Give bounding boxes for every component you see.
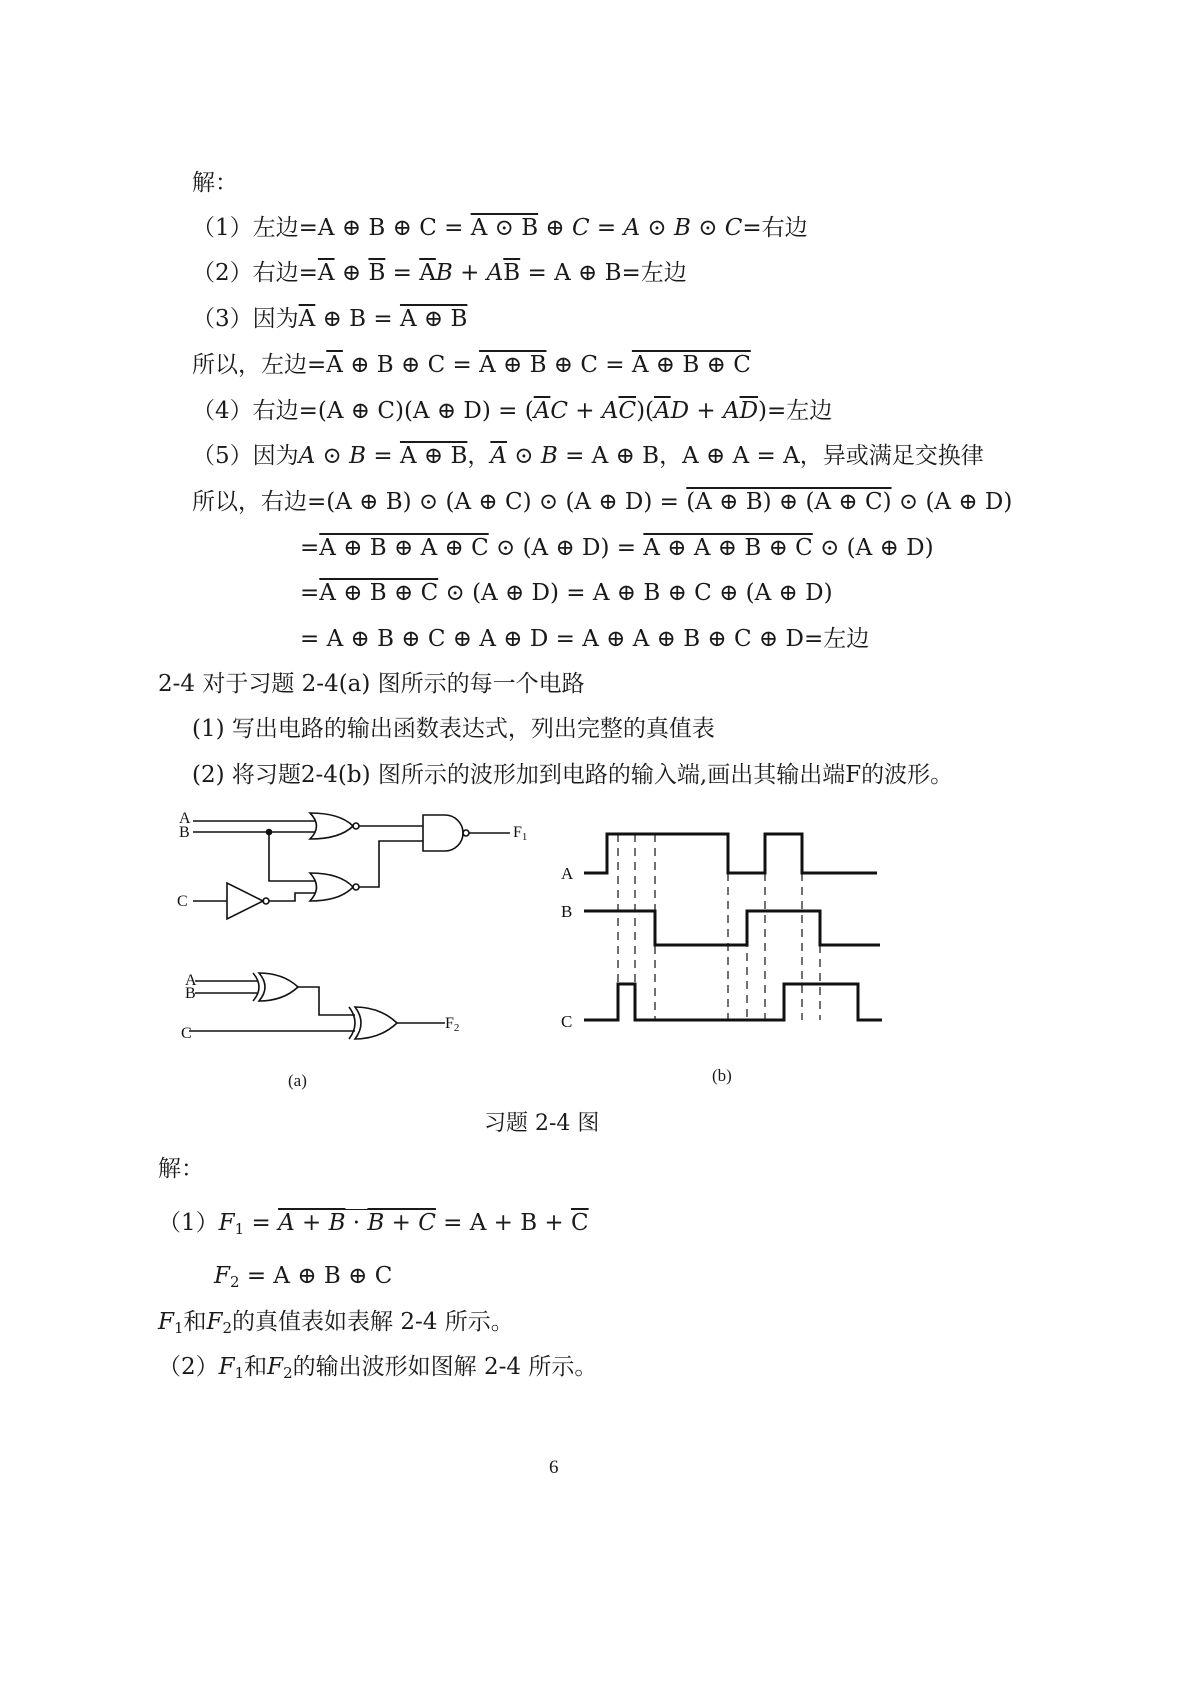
circuit-diagram: [165, 805, 545, 1070]
proof-line-2: （2）右边$=\overline{A}$ ⊕ $\overline{B} = \overline{A}B + A\overline{B} = A$ ⊕ B=左边: [192, 260, 687, 286]
figure-caption: 习题 2-4 图: [484, 1111, 600, 1136]
proof-line-8: =A ⊕ B ⊕ A ⊕ C ⊙ (A ⊕ D) = A ⊕ A ⊕ B ⊕ C ⊙ (A ⊕ D): [300, 535, 934, 561]
label-a2: A: [185, 972, 197, 989]
answer-waveform-ref: $(2)F_1$和$F_2$的输出波形如图解 2-4 所示。: [158, 1354, 598, 1382]
answer-truth-table-ref: $F_1$和$F_2$的真值表如表解 2-4 所示。: [158, 1309, 514, 1337]
label-c2: C: [181, 1025, 192, 1042]
label-a: A: [179, 810, 191, 827]
label-b: B: [179, 824, 190, 841]
problem-title: 2-4 对于习题 2-4(a) 图所示的每一个电路: [158, 671, 585, 697]
proof-line-10: = A ⊕ B ⊕ C ⊕ A ⊕ D = A ⊕ A ⊕ B ⊕ C ⊕ D=左边: [300, 626, 870, 652]
answer-f1: $(1)F_1 = A + B \cdot B + C = A + B + \overline{C}$: [158, 1210, 589, 1238]
waveform-diagram: [552, 820, 892, 1040]
proof-line-9: =A ⊕ B ⊕ C ⊙ (A ⊕ D) = A ⊕ B ⊕ C ⊕ (A ⊕ D): [300, 580, 833, 606]
label-f2: F2: [445, 1015, 460, 1034]
proof-line-6: （5）因为A ⊙ B = A ⊕ B，$\overline{A}$ ⊙ B = A ⊕ B，A ⊕ A = A，异或满足交换律: [192, 443, 984, 469]
wave-label-a: A: [561, 864, 574, 883]
wave-label-b: B: [561, 902, 573, 921]
answer-f2: $F_2 = A$ ⊕ B ⊕ C: [214, 1263, 393, 1291]
proof-line-3: （3）因为$\overline{A}$ ⊕ B = A ⊕ B: [192, 306, 468, 332]
problem-item-2: (2) 将习题2-4(b) 图所示的波形加到电路的输入端,画出其输出端F的波形。: [192, 762, 954, 788]
wave-label-c: C: [561, 1012, 573, 1031]
answer-label: 解：: [158, 1156, 204, 1182]
caption-a: (a): [288, 1071, 307, 1090]
problem-item-1: (1) 写出电路的输出函数表达式，列出完整的真值表: [192, 716, 715, 742]
label-f1: F1: [513, 824, 528, 843]
label-b2: B: [185, 985, 196, 1002]
proof-line-7: 所以，右边=(A ⊕ B) ⊙ (A ⊕ C) ⊙ (A ⊕ D) = (A ⊕ B) ⊕ (A ⊕ C) ⊙ (A ⊕ D): [192, 489, 1013, 515]
proof-line-5: （4）右边=(A ⊕ C)(A ⊕ $D) = (\overline{A}C + A\overline{C})(\overline{A}D + A\overline{D})=$左边: [192, 398, 833, 424]
caption-b: (b): [712, 1066, 732, 1085]
label-c: C: [177, 893, 188, 910]
proof-line-1: （1）左边=A ⊕ B ⊕ C = A ⊙ B ⊕ C = A ⊙ B ⊙ C=右边: [192, 215, 808, 241]
proof-line-4: 所以，左边$=\overline{A}$ ⊕ B ⊕ C = A ⊕ B ⊕ C = A ⊕ B ⊕ C: [192, 352, 751, 378]
solution-label: 解：: [192, 170, 238, 196]
page-number: 6: [549, 1457, 559, 1478]
